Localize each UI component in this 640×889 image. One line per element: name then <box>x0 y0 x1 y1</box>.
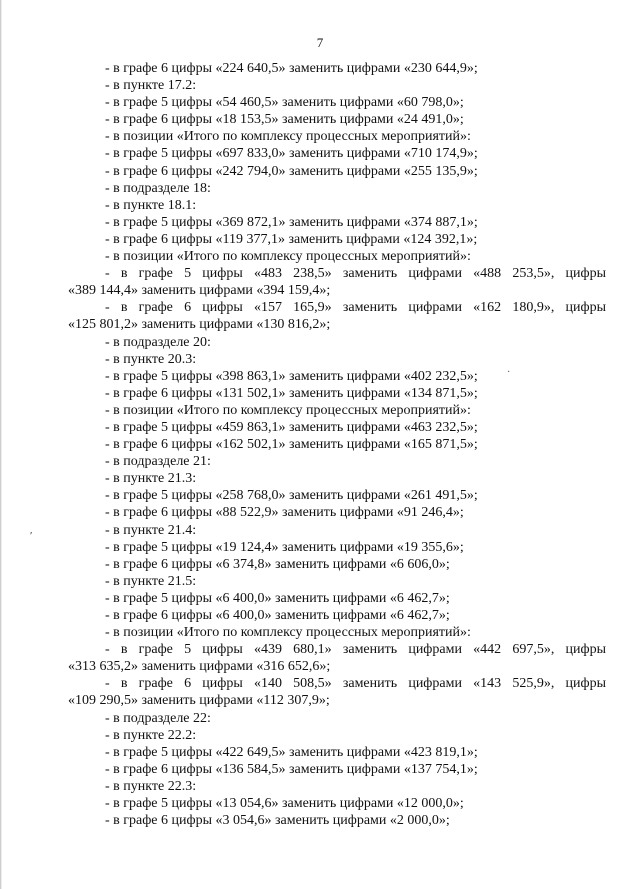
text-line: - в пункте 21.5: <box>105 573 197 589</box>
text-line: - в графе 6 цифры «157 165,9» заменить цифрами «162 180,9», цифры <box>105 300 606 316</box>
text-line: - в графе 6 цифры «131 502,1» заменить цифрами «134 871,5»; <box>105 385 478 401</box>
scan-left-edge <box>0 0 2 889</box>
text-line: - в пункте 20.3: <box>105 351 197 367</box>
text-line: - в графе 5 цифры «13 054,6» заменить цифрами «12 000,0»; <box>105 796 464 812</box>
text-line: - в позиции «Итого по комплексу процессных мероприятий»: <box>105 249 471 265</box>
page-number: 7 <box>316 35 324 50</box>
text-line: - в подразделе 20: <box>105 334 211 350</box>
text-line: - в пункте 22.3: <box>105 778 197 794</box>
dot-mark: · <box>507 367 511 378</box>
text-line: - в графе 5 цифры «459 863,1» заменить цифрами «463 232,5»; <box>105 419 478 435</box>
text-line: - в подразделе 21: <box>105 454 211 470</box>
text-line: - в подразделе 22: <box>105 710 211 726</box>
text-line: - в графе 5 цифры «258 768,0» заменить цифрами «261 491,5»; <box>105 488 478 504</box>
text-line: - в графе 5 цифры «398 863,1» заменить цифрами «402 232,5»; <box>105 368 478 384</box>
text-line: - в графе 5 цифры «369 872,1» заменить цифрами «374 887,1»; <box>105 214 478 230</box>
margin-mark: ′ <box>30 530 33 542</box>
text-line: - в графе 6 цифры «6 400,0» заменить цифрами «6 462,7»; <box>105 608 450 623</box>
text-line: «389 144,4» заменить цифрами «394 159,4»; <box>68 283 331 299</box>
text-line: - в графе 6 цифры «136 584,5» заменить цифрами «137 754,1»; <box>105 761 478 777</box>
text-line: - в пункте 21.4: <box>105 522 197 538</box>
text-line: - в графе 6 цифры «162 502,1» заменить цифрами «165 871,5»; <box>105 437 478 453</box>
text-line: - в графе 5 цифры «439 680,1» заменить цифрами «442 697,5», цифры <box>105 642 606 658</box>
text-line: - в позиции «Итого по комплексу процессных мероприятий»: <box>105 625 471 641</box>
text-line: - в позиции «Итого по комплексу процессных мероприятий»: <box>105 129 471 145</box>
text-line: - в графе 6 цифры «3 054,6» заменить цифрами «2 000,0»; <box>105 813 450 829</box>
text-line: - в пункте 22.2: <box>105 727 197 743</box>
text-line: - в графе 5 цифры «422 649,5» заменить цифрами «423 819,1»; <box>105 744 478 760</box>
text-line: - в пункте 18.1: <box>105 197 197 213</box>
text-line: - в графе 5 цифры «19 124,4» заменить цифрами «19 355,6»; <box>105 539 464 555</box>
text-line: - в графе 6 цифры «88 522,9» заменить цифрами «91 246,4»; <box>105 505 464 521</box>
text-line: - в пункте 21.3: <box>105 471 197 487</box>
text-line: - в графе 6 цифры «140 508,5» заменить цифрами «143 525,9», цифры <box>105 676 606 692</box>
text-line: - в графе 6 цифры «18 153,5» заменить цифрами «24 491,0»; <box>105 112 464 128</box>
text-line: - в графе 6 цифры «224 640,5» заменить цифрами «230 644,9»; <box>105 61 478 76</box>
text-line: - в графе 6 цифры «242 794,0» заменить цифрами «255 135,9»; <box>105 163 478 179</box>
text-line: - в графе 5 цифры «54 460,5» заменить цифрами «60 798,0»; <box>105 95 464 111</box>
text-line: - в графе 6 цифры «6 374,8» заменить цифрами «6 606,0»; <box>105 556 450 572</box>
text-line: - в графе 5 цифры «697 833,0» заменить цифрами «710 174,9»; <box>105 146 478 162</box>
text-line: - в позиции «Итого по комплексу процессных мероприятий»: <box>105 402 471 418</box>
text-line: - в графе 5 цифры «483 238,5» заменить цифрами «488 253,5», цифры <box>105 266 606 282</box>
amendments-text <box>68 60 606 829</box>
text-line: «125 801,2» заменить цифрами «130 816,2»; <box>68 317 331 333</box>
text-line: - в графе 6 цифры «119 377,1» заменить цифрами «124 392,1»; <box>105 231 478 247</box>
text-line: - в графе 5 цифры «6 400,0» заменить цифрами «6 462,7»; <box>105 590 450 606</box>
text-line: - в подразделе 18: <box>105 180 211 196</box>
text-line: «313 635,2» заменить цифрами «316 652,6»; <box>68 659 331 675</box>
text-line: «109 290,5» заменить цифрами «112 307,9»; <box>68 693 330 709</box>
text-line: - в пункте 17.2: <box>105 78 197 94</box>
